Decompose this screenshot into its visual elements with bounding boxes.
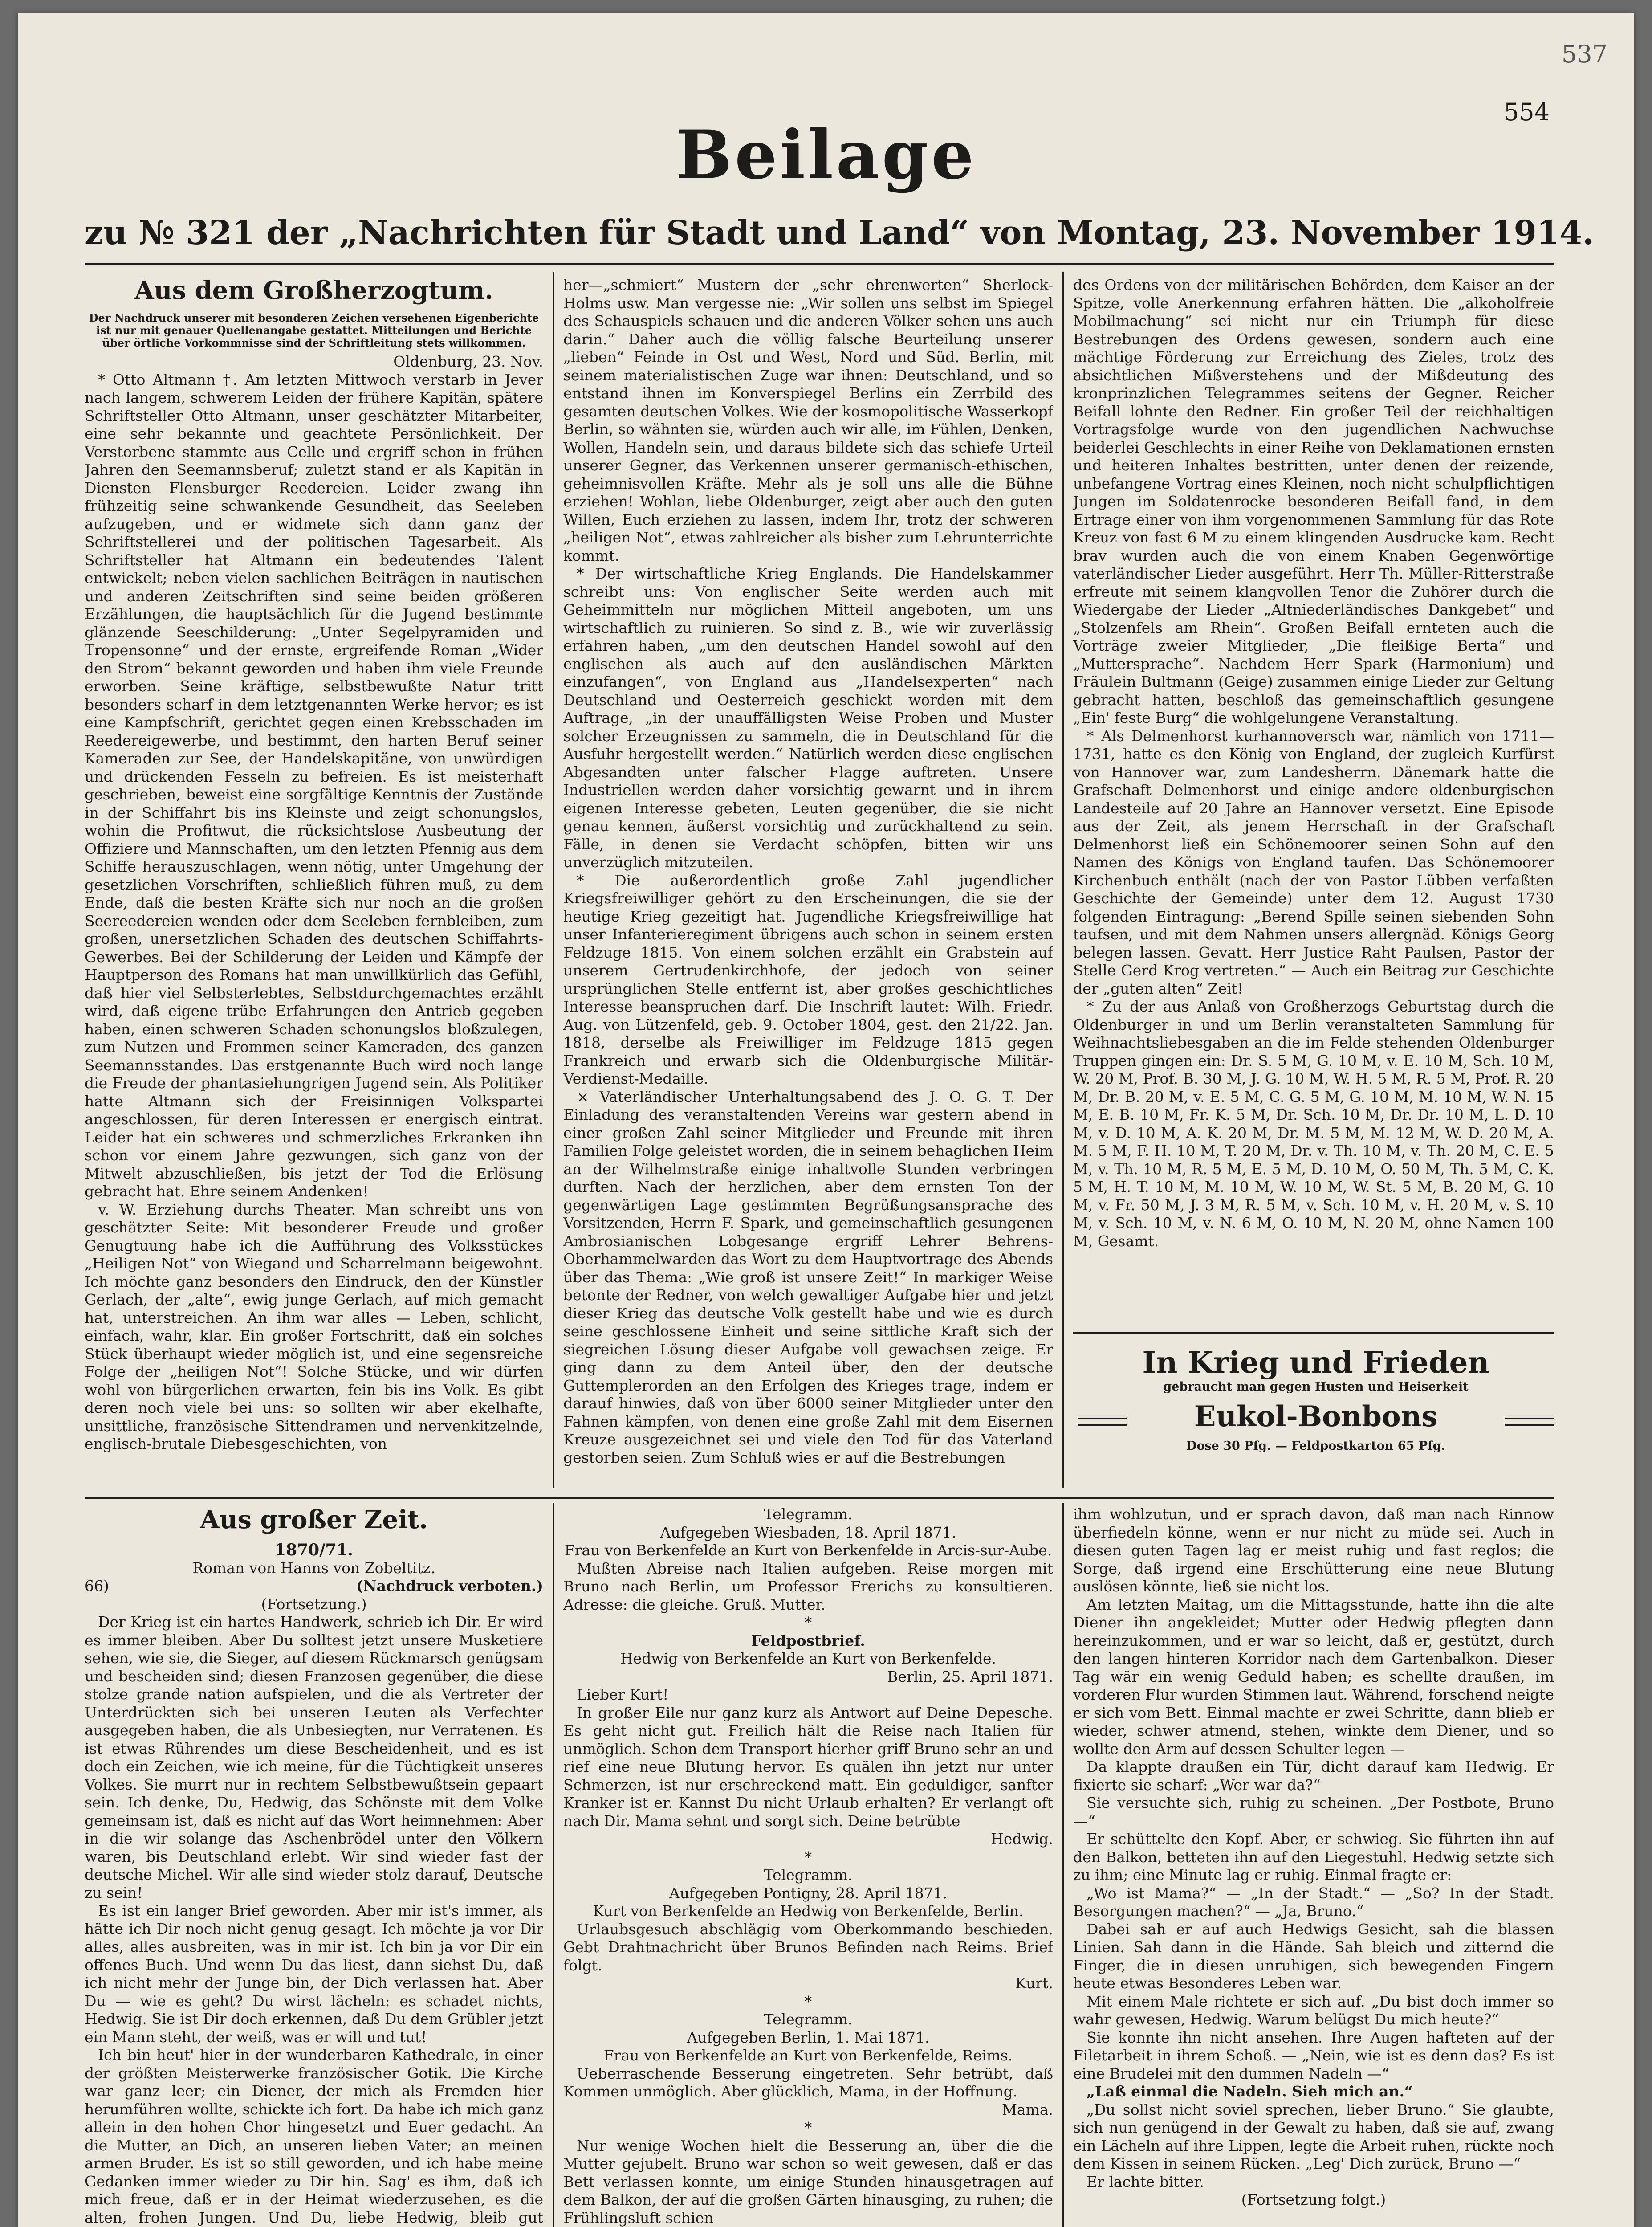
serial-column-2	[563, 1505, 1053, 2227]
separator-star: *	[804, 2119, 812, 2136]
ad-tagline: gebraucht man gegen Husten und Heiserkeit	[1163, 1380, 1469, 1394]
newspaper-page	[18, 13, 1634, 2227]
column-divider	[553, 272, 554, 1488]
article-evening: × Vaterländischer Unterhaltungsabend des J. O. G. T. Der Einladung des veranstaltenden Vereins war gestern abend in einer großen Zahl seiner Mitglieder und Freunde mit ihren Familien Folge geleistet worden, die in seinem behaglichen Heim an der Wilhelmstraße einige inhaltvolle Stunden verbringen durften. Nach der herzlichen, aber dem ernsten Ton der gegenwärtigen Lage gestimmten Begrüßungsansprache des Vorsitzenden, Herrn F. Spark, und gemeinschaftlich gesungenen Ambrosianischen Lobgesange ergriff Lehrer Behrens-Oberhammelwarden das Wort zu dem Hauptvortrage des Abends über das Thema: „Wie groß ist unsere Zeit!“ In markiger Weise betonte der Redner, von welch gewaltiger Aufgabe hier und jetzt dieser Krieg das deutsche Volk gestellt habe und wie es durch seine geschlossene Einheit und seine sittliche Kraft sich der siegreichen Lösung dieser Aufgabe voll gewachsen zeige. Er ging dann zu dem Anteil über, den der deutsche Guttemplerorden an den Erfolgen des Krieges trage, indem er darauf hinwies, daß von über 6000 seiner Mitglieder unter den Fahnen kämpfen, von denen eine große Zahl mit dem Eisernen Kreuze ausgezeichnet sei und viele den Tod für das Vaterland gestorben seien. Zum Schluß wies er auf die Bestrebungen	[563, 1088, 1053, 1466]
fieldpost-text: In großer Eile nur ganz kurz als Antwort auf Deine Depesche. Es geht nicht gut. Freilich hält die Reise nach Italien für unmöglich. Schon dem Transport hierher griff Bruno sehr an und rief eine neue Blutung hervor. Es quälen ihn jetzt nur unter Schmerzen, ist nur erschreckend matt. Ein geduldiger, sanfter Kranker ist er. Kannst Du nicht Urlaub erhalten? Er verlangt oft nach Dir. Mama sehnt und sorgt sich. Deine betrübte	[563, 1704, 1053, 1830]
column-3	[1073, 276, 1554, 1327]
serial-paragraph: Da klappte draußen ein Tür, dicht darauf kam Hedwig. Er fixierte sie scharf: „Wer war da?“	[1073, 1758, 1554, 1794]
serial-paragraph: Er lachte bitter.	[1086, 2173, 1204, 2190]
serial-paragraph: ihm wohlzutun, und er sprach davon, daß man nach Rinnow überfiedeln könne, wenn er nur nicht zu müde sei. Auch in diesen guten Tagen lag er meist ruhig und fast reglos; die Sorge, daß irgend eine Erschütterung eine neue Blutung auslösen könnte, ließ sie nicht los.	[1073, 1505, 1554, 1595]
continuation-note: (Fortsetzung.)	[261, 1595, 367, 1613]
serial-paragraph: Dabei sah er auf auch Hedwigs Gesicht, sah die blassen Linien. Sah dann in die Hände. Sah bleich und zitternd die Finger, die in diesen unruhigen, sich bewegenden Fingern heute etwas Besonderes Leben war.	[1073, 1920, 1554, 1992]
serial-meta	[85, 1577, 543, 1595]
article-volunteers: * Die außerordentlich große Zahl jugendlicher Kriegsfreiwilliger gehört zu den Erscheinungen, die sie der heutige Krieg gezeitigt hat. Jugendliche Kriegsfreiwillige hat unser Infanterieregiment übrigens auch schon in seinem ersten Feldzuge 1815. Von einem solchen erzählt ein Grabstein auf unserem Gertrudenkirchhofe, der jedoch von seiner ursprünglichen Stelle entfernt ist, aber großes geschichtliches Interesse beanspruchen darf. Die Inschrift lautet: Wilh. Friedr. Aug. von Lützenfeld, geb. 9. October 1804, gest. den 21/22. Jan. 1818, derselbe als Freiwilliger im Feldzuge 1815 gegen Frankreich und erwarb sich die Oldenburgische Militär-Verdienst-Medaille.	[563, 871, 1053, 1087]
serial-paragraph: „Wo ist Mama?“ — „In der Stadt.“ — „So? In der Stadt. Besorgungen machen?“ — „Ja, Bruno.“	[1073, 1884, 1554, 1920]
separator-star: *	[804, 1848, 812, 1866]
reprint-note: Der Nachdruck unserer mit besonderen Zeichen versehenen Eigenberichte ist nur mit genauer Quellenangabe gestattet. Mitteilungen und Berichte über örtliche Vorkommnisse sind der Schriftleitung stets willkommen.	[89, 311, 539, 349]
column-divider	[1062, 272, 1064, 1488]
serial-paragraph: Sie konnte ihn nicht ansehen. Ihre Augen hafteten auf der Filetarbeit in ihrem Schoß. — „Nein, wie ist es denn das? Es ist eine Brudelei mit den dummen Nadeln —“	[1073, 2028, 1554, 2082]
article-economic-war: * Der wirtschaftliche Krieg Englands. Die Handelskammer schreibt uns: Von englischer Seite werden auch mit Geheimmitteln nur möglichen Mitteil angeboten, um uns wirtschaftlich zu ruinieren. So sind z. B., wie wir zuverlässig erfahren haben, „um den deutschen Handel sowohl auf den englischen als auch auf den ausländischen Märkten einzufangen“, von England aus „Handelsexperten“ nach Deutschland und Oesterreich geschickt worden mit dem Auftrage, „in der unauffälligsten Weise Proben und Muster solcher Erzeugnissen zu sammeln, die in Deutschland für die Ausfuhr hergestellt werden.“ Natürlich werden diese englischen Abgesandten unter falscher Flagge auftreten. Unsere Industriellen werden daher vorsichtig gewarnt und in ihrem eigenen Interesse gebeten, Leuten gegenüber, die sie nicht genau kennen, äußerst vorsichtig und zurückhaltend zu sein. Fälle, in denen sie Verdacht schöpfen, bitten wir uns unverzüglich mitzuteilen.	[563, 565, 1053, 871]
ad-bar-left	[1078, 1424, 1127, 1426]
serial-paragraph: Ich bin heut' hier in der wunderbaren Kathedrale, in einer der größten Meisterwerke französischer Gotik. Die Kirche war ganz leer; ein Diener, der mich als Fremden hier herumführen wollte, schickte ich fort. Da habe ich mich ganz allein in den hohen Chor hingesetzt und Euer gedacht. An die Mutter, an Dich, an unseren lieben Vater; an meinen armen Bruder. Es ist so still geworden, und ich habe meine Gedanken immer wieder zu Dir hin. Sag' es ihm, daß ich mich freue, daß er in der Heimat wiederzusehen, es die alten, frohen Jungen. Und Du, liebe Hedwig, bleib gut	[85, 2046, 543, 2226]
ad-bar-right	[1505, 1424, 1554, 1426]
article-evening-cont: des Ordens von der militärischen Behörden, dem Kaiser an der Spitze, volle Anerkennung erfahren hätten. Die „alkoholfreie Mobilmachung“ sei nicht nur ein Triumph für diese Bestrebungen des Ordens gewesen, sondern auch eine mächtige Förderung zur Erreichung des Zieles, trotz des absichtlichen Mißverstehens und der Mißdeutung des kronprinzlichen Telegrammes seitens der Gegner. Reicher Beifall lohnte den Redner. Ein großer Teil der reichhaltigen Vortragsfolge wurde von den jugendlichen Nachwuchse beiderlei Geschlechts in einer Reihe von Deklamationen ernsten und heiteren Inhaltes bestritten, unter denen der reizende, unbefangene Vortrag eines Kleinen, noch nicht schulpflichtigen Jungen im Soldatenrocke besonderen Beifall fand, in dem Ertrage einer von ihm vorgenommenen Sammlung für das Rote Kreuz von fast 6 M zu einem klingenden Ausdrucke kam. Recht brav wurden auch die von einem Knaben Gegenwörtige vaterländischer Lieder ausgeführt. Herr Th. Müller-Ritterstraße erfreute mit seinem klangvollen Tenor die Zuhörer durch die Wiedergabe der Lieder „Altniederländisches Dankgebet“ und „Stolzenfels am Rhein“. Großen Beifall ernteten auch die Vorträge zweier Mitglieder, „Die fleißige Berta“ und „Muttersprache“. Nachdem Herr Spark (Harmonium) und Fräulein Bultmann (Geige) zusammen einige Lieder zur Geltung gebracht hatten, beschloß das gemeinschaftlich gesungene „Ein' feste Burg“ die wohlgelungene Veranstaltung.	[1073, 276, 1554, 726]
archive-mark: 537	[1561, 40, 1607, 68]
fieldpost-salutation: Lieber Kurt!	[577, 1686, 669, 1703]
article-altmann: * Otto Altmann †. Am letzten Mittwoch verstarb in Jever nach langem, schwerem Leiden der frühere Kapitän, spätere Schriftsteller Otto Altmann, unser geschätzter Mitarbeiter, eine sehr bekannte und geachtete Persönlichkeit. Der Verstorbene stammte aus Celle und ergriff schon in frühen Jahren den Seemannsberuf; zuletzt stand er als Kapitän in Diensten Flensburger Reedereien. Leider zwang ihn frühzeitig seine schwankende Gesundheit, das Seeleben aufzugeben, und er widmete sich dann ganz der Schriftstellerei und der politischen Tagesarbeit. Als Schriftsteller hat Altmann ein bedeutendes Talent entwickelt; neben vielen sachlichen Beiträgen in nautischen und anderen Zeitschriften sind seine beiden größeren Erzählungen, die hauptsächlich für die Jugend bestimmte glänzende Seeschilderung: „Unter Segelpyramiden und Tropensonne“ und der ernste, ergreifende Roman „Wider den Strom“ bekannt geworden und haben ihm viele Freunde erworben. Seine kräftige, selbstbewußte Natur tritt besonders scharf in dem letztgenannten Werke hervor; es ist eine Kampfschrift, gerichtet gegen einen Krebsschaden im Reedereigewerbe, und bestimmt, den harten Beruf seiner Kameraden zur See, der Handelskapitäne, von unwürdigen und drückenden Fesseln zu befreien. Es ist meisterhaft geschrieben, beweist eine sorgfältige Kenntnis der Zustände in der Schiffahrt bis ins Kleinste und zeigt schonungslos, wohin die Profitwut, die rücksichtslose Ausbeutung der Offiziere und Mannschaften, um den letzten Pfennig aus dem Schiffe herauszuschlagen, wenn nötig, unter Umgehung der gesetzlichen Vorschriften, schließlich führen muß, zu dem Ende, daß die besten Kräfte sich nur noch an die großen Seereedereien wenden oder dem Seeleben fernbleiben, zum großen, unersetzlichen Schaden des deutschen Schiffahrts-Gewerbes. Bei der Schilderung der Leiden und Kämpfe der Hauptperson des Romans hat man unwillkürlich das Gefühl, daß hier viel Selbsterlebtes, Selbstdurchgemachtes erzählt wird, daß eigene trübe Erfahrungen den Antrieb gegeben haben, einen schweren Schaden schonungslos bloßzulegen, zum Nutzen und Frommen seiner Kameraden, des ganzen Seemannsstandes. Das erstgenannte Buch wird noch lange die Freude der phantasiehungrigen Jugend sein. Als Politiker hatte Altmann sich der Freisinnigen Volkspartei angeschlossen, für deren Interessen er energisch eintrat. Leider hat ein schweres und schmerzliches Erkranken ihn schon vor einem Jahre gezwungen, sich ganz von der Mitwelt abzuschließen, bis jetzt der Tod die Erlösung gebracht hat. Ehre seinem Andenken!	[85, 371, 543, 1200]
column-divider	[1062, 1503, 1064, 2227]
masthead-title: Beilage	[675, 116, 977, 194]
telegram-label: Telegramm.	[764, 1505, 853, 1523]
fieldpost-label: Feldpostbrief.	[751, 1632, 865, 1649]
masthead-subtitle: zu № 321 der „Nachrichten für Stadt und Land“ von Montag, 23. November 1914.	[85, 214, 1594, 252]
ad-bar-right	[1505, 1418, 1554, 1419]
fieldpost-date: Berlin, 25. April 1871.	[887, 1668, 1053, 1685]
telegram-label: Telegramm.	[764, 1866, 853, 1884]
serial-subtitle: 1870/71.	[275, 1541, 353, 1559]
telegram-text: Ueberraschende Besserung eingetreten. Sehr betrübt, daß Kommen unmöglich. Aber glücklich, Mama, in der Hoffnung.	[563, 2064, 1053, 2100]
serial-number: 66)	[85, 1577, 109, 1595]
serial-title: Aus großer Zeit.	[200, 1505, 428, 1534]
serial-paragraph: Sie versuchte sich, ruhig zu scheinen. „Der Postbote, Bruno —“	[1073, 1794, 1554, 1830]
telegram-signature: Kurt.	[1015, 1974, 1053, 1992]
article-theater-cont: her—„schmiert“ Mustern der „sehr ehrenwerten“ Sherlock-Holms usw. Man vergesse nie: „Wir sollen uns selbst im Spiegel des Schauspiels schauen und die anderen Völker sehen uns auch darin.“ Daher auch die völlig falsche Beurteilung unserer „lieben“ Feinde in Ost und West, Nord und Süd. Berlin, mit seinem materialistischen Zuge war ihnen: Deutschland, und so entstand ihnen im Konverspiegel Berlins ein Zerrbild des gesamten deutschen Volkes. Wie der kosmopolitische Wasserkopf Berlin, so wähnten sie, würden auch wir alle, im Fühlen, Denken, Wollen, Handeln sein, und daraus bildete sich das schiefe Urteil unserer Gegner, das Verkennen unserer germanisch-ethischen, geheimnisvollen Kräfte. Mehr als je soll uns alle die Bühne erziehen! Wohlan, liebe Oldenburger, zeigt aber auch den guten Willen, Euch erziehen zu lassen, indem Ihr, trotz der schweren „heiligen Not“, etwas zahlreicher als bisher zum Lehrunterrichte kommt.	[563, 276, 1053, 564]
masthead-rule	[85, 263, 1554, 265]
ad-rule	[1073, 1332, 1554, 1334]
fieldpost-signature: Hedwig.	[991, 1830, 1053, 1848]
article-delmenhorst: * Als Delmenhorst kurhannoversch war, nämlich von 1711—1731, hatte es den König von England, der zugleich Kurfürst von Hannover war, zum Landesherrn. Dänemark hatte die Grafschaft Delmenhorst und einige andere oldenburgischen Landesteile auf 20 Jahre an Hannover versetzt. Eine Episode aus der Zeit, als jenem Herrschaft in der Grafschaft Delmenhorst ließ ein Schönemoorer seinen Sohn auf den Namen des Königs von England taufen. Das Schönemoorer Kirchenbuch enthält (nach der von Pastor Lübben verfaßten Geschichte der Gemeinde) unter dem 12. August 1730 folgenden Eintragung: „Berend Spille seinen siebenden Sohn taufsen, und mit dem Nahmen unsers allergnäd. Königs Georg belegen lassen. Gevatt. Herr Justice Raht Paulsen, Pastor der Stelle Gerd Krog vertreten.“ — Auch ein Beitrag zur Geschichte der „guten alten“ Zeit!	[1073, 727, 1554, 997]
continuation-note: (Fortsetzung folgt.)	[1241, 2191, 1386, 2208]
ad-brand-row	[1078, 1399, 1554, 1435]
serial-paragraph: Mit einem Male richtete er sich auf. „Du bist doch immer so wahr gewesen, Hedwig. Warum belügst Du mich heute?“	[1073, 1992, 1554, 2028]
page-number: 554	[1503, 98, 1550, 126]
column-divider	[553, 1503, 554, 2227]
serial-paragraph: „Du sollst nicht soviel sprechen, lieber Bruno.“ Sie glaubte, sich nun genügend in der Gewalt zu haben, daß sie auf, zwang ein Lächeln auf ihre Lippen, legte die Arbeit ruhen, rückte noch dem Kissen in seinem Rücken. „Leg' Dich zurück, Bruno —“	[1073, 2101, 1554, 2172]
serial-paragraph: Am letzten Maitag, um die Mittagsstunde, hatte ihn die alte Diener ihn angekleidet; Mutter oder Hedwig pflegten dann hereinzukommen, und er war so leicht, daß er, gestützt, durch den langen hinteren Korridor nach dem Gartenbalkon. Dieser Tag wär ein wenig Geduld haben; es schellte draußen, im vorderen Flur wurden Stimmen laut. Während, forschend neigte er sich vom Bett. Einmal machte er zwei Schritte, dann blieb er wieder, schwer atmend, stehen, winkte dem Diener, und so wollte den Arm auf dessen Schulter legen —	[1073, 1595, 1554, 1758]
advertisement	[1078, 1345, 1554, 1479]
serial-column-3	[1073, 1505, 1554, 2227]
serial-column-1	[85, 1505, 543, 2227]
telegram-origin: Aufgegeben Wiesbaden, 18. April 1871.	[660, 1523, 956, 1541]
fieldpost-address: Hedwig von Berkenfelde an Kurt von Berkenfelde.	[620, 1650, 997, 1667]
serial-paragraph: Der Krieg ist ein hartes Handwerk, schrieb ich Dir. Er wird es immer bleiben. Aber Du solltest jetzt unsere Musketiere sehen, wie sie, die Sieger, auf diesem Rückmarsch genügsam und bescheiden sind; diesen Franzosen gegenüber, die diese stolze grande nation aufspielen, und die als Vertreter der Unterdrückten sich bei unseren Leuten als Verfechter ausgegeben haben, die als Unbesiegten, nur Verratenen. Es ist etwas Rührendes um diese Bescheidenheit, und es ist doch ein Zeichen, wie ich meine, für die Tüchtigkeit unseres Volkes. Sie murrt nur in rechtem Selbstbewußtsein gepaart sein. Ich denke, Du, Hedwig, das Schönste mit dem Volke gemeinsam ist, daß es nicht auf das Wort heimnehmen: Aber in die wir solange das Aschenbrödel unter den Völkern waren, bis Deutschland erlebt. Wir sind wieder fast der deutsche Michel. Wir alle sind wieder stolz darauf, Deutsche zu sein!	[85, 1613, 543, 1901]
telegram-signature: Mama.	[1002, 2101, 1053, 2118]
section-heading: Aus dem Großherzogtum.	[134, 276, 493, 305]
ad-price: Dose 30 Pfg. — Feldpostkarton 65 Pfg.	[1186, 1439, 1445, 1453]
serial-paragraph: Er schüttelte den Kopf. Aber, er schwieg. Sie führten ihn auf den Balkon, betteten ihn auf den Liegestuhl. Hedwig setzte sich zu ihm; eine Minute lag er ruhig. Einmal fragte er:	[1073, 1830, 1554, 1884]
serial-paragraph: Es ist ein langer Brief geworden. Aber mir ist's immer, als hätte ich Dir noch nicht genug gesagt. Ich möchte ja vor Dir alles, alles ausbreiten, was in mir ist. Ich bin ja vor Dir ein offenes Buch. Und wenn Du das liest, dann siehst Du, daß ich nicht mehr der Junge bin, der Dich verlassen hat. Aber Du — wie es geht? Du wirst lächeln: es schadet nichts, Hedwig. Sie ist Dir doch erkennen, daß Du dem Grübler jetzt ein Mann steht, der weiß, was er will und tut!	[85, 1902, 543, 2046]
article-donations: * Zu der aus Anlaß von Großherzogs Geburtstag durch die Oldenburger in und um Berlin veranstalteten Sammlung für Weihnachtsliebesgaben an die im Felde stehenden Oldenburger Truppen gingen ein: Dr. S. 5 M, G. 10 M, v. E. 10 M, Sch. 10 M, W. 20 M, Prof. B. 30 M, J. G. 10 M, W. H. 5 M, R. 5 M, Prof. R. 20 M, Dr. B. 20 M, v. E. 5 M, C. G. 5 M, G. 10 M, M. 10 M, W. N. 15 M, E. B. 10 M, Fr. K. 5 M, Dr. Sch. 10 M, Dr. Dr. 10 M, L. D. 10 M, v. D. 10 M, A. K. 20 M, Dr. M. 5 M, M. 12 M, W. D. 20 M, A. M. 5 M, F. H. 10 M, T. 20 M, Dr. v. Th. 10 M, v. Th. 20 M, C. E. 5 M, v. Th. 10 M, R. 5 M, E. 5 M, D. 10 M, O. 50 M, Th. 5 M, C. K. 5 M, H. T. 10 M, M. 10 M, W. 10 M, W. St. 5 M, B. 20 M, G. 10 M, v. Fr. 50 M, J. 3 M, R. 5 M, v. Sch. 10 M, v. H. 20 M, v. S. 10 M, v. Sch. 10 M, v. N. 6 M, O. 10 M, N. 20 M, ohne Namen 100 M, Gesamt.	[1073, 998, 1554, 1250]
ad-brand: Eukol-Bonbons	[1194, 1400, 1438, 1433]
ad-bar-left	[1078, 1418, 1127, 1419]
column-1	[85, 276, 543, 1488]
telegram-origin: Aufgegeben Pontigny, 28. April 1871.	[669, 1884, 948, 1902]
section-rule	[85, 1497, 1554, 1499]
serial-paragraph: Nur wenige Wochen hielt die Besserung an, über die die Mutter gejubelt. Bruno war schon so weit gewesen, daß er das Bett verlassen konnte, um einige Stunden hinausgetragen auf dem Balkon, der auf die großen Gärten hinausging, zu ruhen; die Frühlingsluft schien	[563, 2137, 1053, 2227]
article-theater: v. W. Erziehung durchs Theater. Man schreibt uns von geschätzter Seite: Mit besonderer Freude und großer Genugtuung habe ich die Aufführung des Volksstückes „Heiligen Not“ von Wiegand und Scharrelmann beigewohnt. Ich möchte ganz besonders den Eindruck, den der Künstler Gerlach, der „alte“, ewig junge Gerlach, auf mich gemacht hat, unterstreichen. An ihm war alles — Leben, schlicht, einfach, wahr, klar. Ein großer Fortschritt, daß ein solches Stück überhaupt wieder möglich ist, und eine segensreiche Folge der „heiligen Not“! Solche Stücke, und wir dürfen wohl von bürgerlichen erwarten, fein bis ins Volk. Es gibt deren noch viele bei uns: so sollten wir aber ekelhafte, unsittliche, französische Sittendramen und nervenkitzelnde, englisch-brutale Diebesgeschichten, von	[85, 1200, 543, 1452]
rights-note: (Nachdruck verboten.)	[356, 1577, 543, 1595]
dateline: Oldenburg, 23. Nov.	[393, 353, 543, 370]
telegram-text: Urlaubsgesuch abschlägig vom Oberkommando beschieden. Gebt Drahtnachricht über Brunos Befinden nach Reims. Brief folgt.	[563, 1920, 1053, 1974]
serial-byline: Roman von Hanns von Zobeltitz.	[192, 1559, 435, 1577]
separator-star: *	[804, 1614, 812, 1631]
telegram-text: Mußten Abreise nach Italien aufgeben. Reise morgen mit Bruno nach Berlin, um Professor Frerichs zu konsultieren. Adresse: die gleiche. Gruß. Mutter.	[563, 1559, 1053, 1613]
column-2	[563, 276, 1053, 1488]
telegram-address: Kurt von Berkenfelde an Hedwig von Berkenfelde, Berlin.	[593, 1902, 1024, 1920]
telegram-label: Telegramm.	[764, 2011, 853, 2028]
telegram-origin: Aufgegeben Berlin, 1. Mai 1871.	[687, 2028, 930, 2046]
serial-paragraph: „Laß einmal die Nadeln. Sieh mich an.“	[1086, 2083, 1413, 2100]
telegram-address: Frau von Berkenfelde an Kurt von Berkenfelde, Reims.	[603, 2047, 1013, 2064]
ad-headline: In Krieg und Frieden	[1142, 1345, 1489, 1380]
separator-star: *	[804, 1992, 812, 2010]
telegram-address: Frau von Berkenfelde an Kurt von Berkenfelde in Arcis-sur-Aube.	[564, 1542, 1052, 1559]
